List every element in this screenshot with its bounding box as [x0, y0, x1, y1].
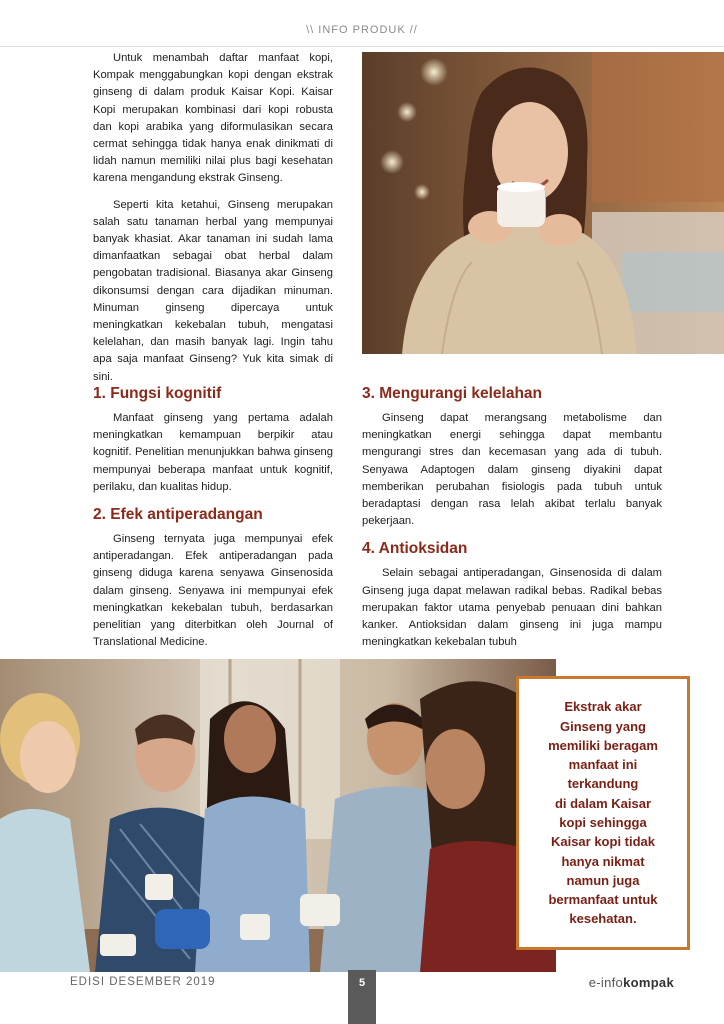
friends-cafe-photo — [0, 659, 556, 972]
edition-label: EDISI DESEMBER 2019 — [70, 976, 216, 988]
woman-drinking-coffee-photo — [362, 52, 724, 354]
brand-prefix: e-info — [588, 975, 624, 990]
section-heading-fatigue: 3. Mengurangi kelelahan — [362, 385, 543, 402]
section-heading-cognitive: 1. Fungsi kognitif — [93, 385, 222, 402]
section-body-cognitive: Manfaat ginseng yang pertama adalah meningkatkan kemampuan berpikir atau kognitif. Penelitian menunjukkan bahwa ginseng mempunyai beberapa manfaat untuk kognitif, perilaku, dan kualitas hidup. — [93, 412, 333, 493]
section-body-fatigue: Ginseng dapat merangsang metabolisme dan meningkatkan energi sehingga dapat membantu mengurangi stres dan kecemasan yang ada di tubuh. Senyawa Adaptogen dalam ginseng diyakini dapat memberikan perubahan fisiologis pada tubuh untuk beradaptasi dengan rasa lelah akibat terlalu banyak pekerjaan. — [362, 412, 662, 528]
brand-name: kompak — [623, 975, 674, 990]
section-body-antioxidant: Selain sebagai antiperadangan, Ginsenosida di dalam Ginseng juga dapat melawan radikal bebas. Radikal bebas merupakan faktor utama penyebab penuaan dini bahkan kanker. Antioksidan dalam ginseng ini juga mampu meningkatkan kekebalan tubuh — [362, 567, 662, 649]
intro-column — [93, 50, 333, 395]
section-header: \\ INFO PRODUK // — [306, 24, 418, 36]
intro-paragraph-1: Untuk menambah daftar manfaat kopi, Kompak menggabungkan kopi dengan ekstrak ginseng di dalam produk Kaisar Kopi. Kaisar Kopi merupakan kombinasi dari kopi robusta dan kopi arabika yang diformulasikan secara cermat sehingga tidak hanya enak dinikmati di lidah namun memiliki nilai plus bagi kesehatan karena mengandung ekstrak Ginseng. — [93, 52, 333, 185]
section-body-anti-inflammatory: Ginseng ternyata juga mempunyai efek antiperadangan. Efek antiperadangan pada ginseng diduga karena senyawa Ginsenosida dalam ginseng. Senyawa ini mempunyai efek meningkatkan kekebalan tubuh, berdasarkan penelitian yang diterbitkan oleh Journal of Translational Medicine. — [93, 533, 333, 649]
intro-paragraph-2: Seperti kita ketahui, Ginseng merupakan salah satu tanaman herbal yang mempunyai banyak khasiat. Akar tanaman ini sudah lama dimanfaatkan sebagai obat herbal dalam pengobatan tradisional. Biasanya akar Ginseng dikonsumsi dengan cara dijadikan minuman. Minuman ginseng dipercaya untuk meningkatkan kekebalan tubuh, mengatasi kelelahan, dan masih banyak lagi. Ingin tahu apa saja manfaat Ginseng? Yuk kita simak di sini. — [93, 198, 333, 383]
callout-box — [516, 676, 690, 950]
brand-logo — [540, 975, 674, 990]
right-sections-column — [362, 384, 662, 660]
header-divider — [0, 46, 724, 47]
section-heading-antioxidant: 4. Antioksidan — [362, 540, 468, 558]
section-heading-anti-inflammatory: 2. Efek antiperadangan — [93, 506, 263, 524]
left-sections-column — [93, 384, 333, 660]
callout-text: Ekstrak akar Ginseng yang memiliki beragam manfaat ini terkandung di dalam Kaisar kopi sehingga Kaisar kopi tidak hanya nikmat namun juga bermanfaat untuk kesehatan. — [548, 699, 658, 927]
page-number: 5 — [348, 970, 376, 1024]
